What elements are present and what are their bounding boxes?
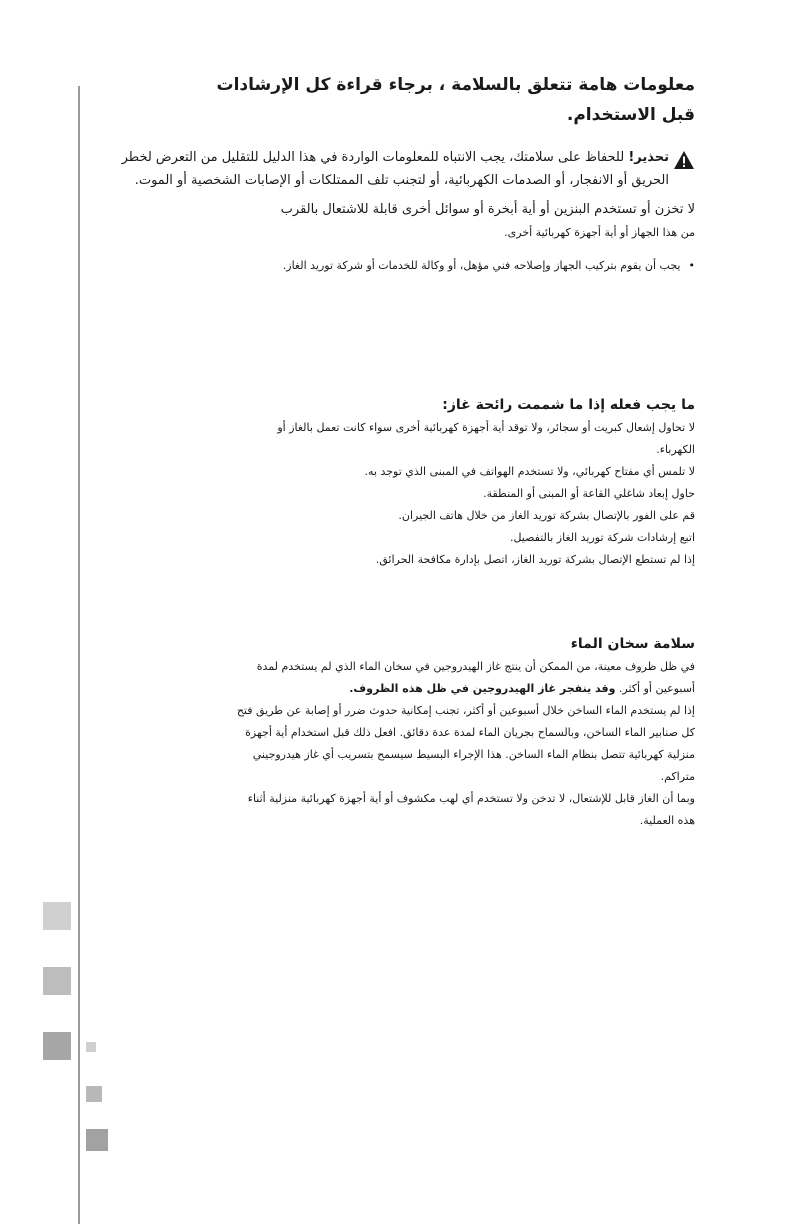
gas-smell-item: لا تلمس أي مفتاح كهربائي، ولا تستخدم الهواتف في المبنى الذي توجد به.	[364, 465, 695, 478]
water-heater-line: كل صنابير الماء الساخن، وبالسماح بجريان الماء لمدة عدة دقائق. افعل ذلك قبل استخدام أية أجهزة	[245, 726, 695, 739]
warning-triangle-icon	[673, 150, 695, 174]
gas-smell-item: حاول إبعاد شاغلي القاعة أو المبنى أو المنطقة.	[483, 487, 695, 500]
water-heater-line: متراكم.	[660, 770, 695, 783]
water-heater-line2-bold: وقد ينفجر غاز الهيدروجين في ظل هذه الظروف.	[349, 682, 616, 695]
intro-section	[120, 72, 695, 129]
installation-bullet	[120, 256, 695, 276]
water-heater-line2-normal: أسبوعين أو أكثر.	[615, 682, 695, 695]
warning-label: تحذير!	[628, 150, 669, 165]
tab-square-2	[43, 967, 71, 995]
warning-text	[120, 146, 669, 192]
intro-heading-line2: قبل الاستخدام.	[566, 105, 695, 125]
storage-warning-line1: لا تخزن أو تستخدم البنزين أو أية أبخرة أو سوائل أخرى قابلة للاشتعال بالقرب	[280, 202, 695, 217]
margin-rule	[78, 86, 80, 1224]
water-heater-line: وبما أن الغاز قابل للإشتعال، لا تدخن ولا تستخدم أي لهب مكشوف أو أية أجهزة كهربائية منزلية أثناء	[247, 792, 695, 805]
bullet-square-small	[86, 1042, 96, 1052]
warning-body: للحفاظ على سلامتك، يجب الانتباه للمعلومات الواردة في هذا الدليل للتقليل من التعرض لخطر الحريق أو الانفجار، أو الصدمات الكهربائية، أو لتجنب تلف الممتلكات أو الإصابات الشخصية أو الموت.	[121, 150, 669, 188]
installation-bullet-text: يجب أن يقوم بتركيب الجهاز وإصلاحه فني مؤهل، أو وكالة للخدمات أو شركة توريد الغاز.	[282, 259, 681, 272]
water-heater-line: هذه العملية.	[639, 814, 695, 827]
water-heater-line	[120, 678, 695, 700]
bullet-dot-icon: •	[688, 259, 695, 272]
storage-warning	[120, 198, 695, 244]
water-heater-line: منزلية كهربائية تتصل بنظام الماء الساخن. هذا الإجراء البسيط سيسمح بتسريب أي غاز هيدروجيني	[252, 748, 695, 761]
water-heater-title: سلامة سخان الماء	[570, 636, 695, 652]
water-heater-section	[120, 632, 695, 832]
gas-smell-item: اتبع إرشادات شركة توريد الغاز بالتفصيل.	[509, 531, 695, 544]
gas-smell-item: إذا لم تستطع الإتصال بشركة توريد الغاز، اتصل بإدارة مكافحة الحرائق.	[375, 553, 695, 566]
gas-smell-item: الكهرباء.	[656, 443, 695, 456]
water-heater-line: إذا لم يستخدم الماء الساخن خلال أسبوعين أو أكثر، تجنب إمكانية حدوث ضرر أو إصابة عن طريق فتح	[236, 704, 695, 717]
gas-smell-title: ما يجب فعله إذا ما شممت رائحة غاز:	[442, 397, 695, 413]
water-heater-line: في ظل ظروف معينة، من الممكن أن ينتج غاز الهيدروجين في سخان الماء الذي لم يستخدم لمدة	[256, 660, 695, 673]
warning-section	[120, 146, 695, 276]
intro-heading-line1: معلومات هامة تتعلق بالسلامة ، برجاء قراءة كل الإرشادات	[216, 75, 695, 95]
tab-square-3	[43, 1032, 71, 1060]
tab-square-1	[43, 902, 71, 930]
gas-smell-item: لا تحاول إشعال كبريت أو سجائر، ولا توقد أية أجهزة كهربائية أخرى سواء كانت تعمل بالغاز أو	[277, 421, 695, 434]
storage-warning-line2: من هذا الجهاز أو أية أجهزة كهربائية أخرى.	[504, 226, 695, 239]
bullet-square-large	[86, 1129, 108, 1151]
bullet-square-medium	[86, 1086, 102, 1102]
gas-smell-item: قم على الفور بالإتصال بشركة توريد الغاز من خلال هاتف الجيران.	[398, 509, 695, 522]
gas-smell-section	[120, 393, 695, 571]
